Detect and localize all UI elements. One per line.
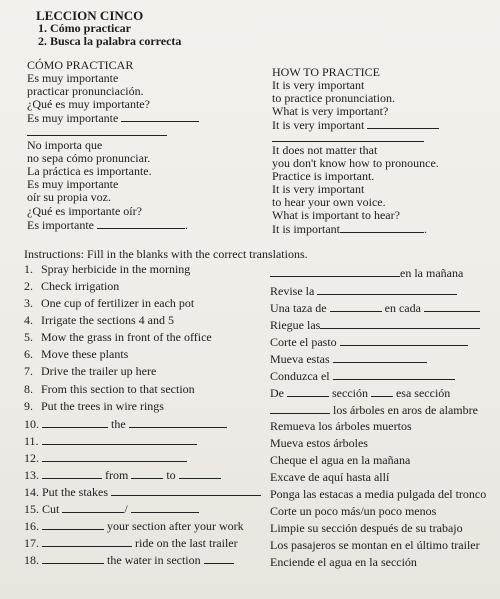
answer-blank[interactable] xyxy=(270,403,330,414)
english-line: It is important . xyxy=(272,222,427,236)
answer-blank[interactable] xyxy=(424,301,480,312)
english-line: It is very important xyxy=(272,182,365,196)
spanish-line: ¿Qué es muy importante? xyxy=(27,97,150,111)
header-item-1: 1. Cómo practicar xyxy=(38,21,131,35)
exercise-spanish: Revise la xyxy=(270,284,457,298)
exercise-english: 2. Check irrigation xyxy=(24,279,120,293)
answer-blank[interactable] xyxy=(42,451,187,462)
english-line: It is very important xyxy=(272,118,439,132)
english-line: What is very important? xyxy=(272,104,389,118)
exercise-english: 14. Put the stakes xyxy=(24,485,261,499)
answer-blank[interactable] xyxy=(42,434,197,445)
answer-blank[interactable] xyxy=(371,386,393,397)
answer-blank[interactable] xyxy=(317,284,457,295)
answer-blank[interactable] xyxy=(121,111,199,122)
spanish-line: No importa que xyxy=(27,138,103,152)
exercise-english: 18. the water in section xyxy=(24,553,234,567)
exercise-spanish: Corte un poco más/un poco menos xyxy=(270,504,437,518)
exercise-spanish: en la mañana xyxy=(270,266,463,280)
exercise-english: 6. Move these plants xyxy=(24,347,129,361)
english-line: It is very important xyxy=(272,78,365,92)
header-item-2: 2. Busca la palabra correcta xyxy=(38,34,182,48)
exercise-english: 9. Put the trees in wire rings xyxy=(24,399,164,413)
answer-blank[interactable] xyxy=(179,468,221,479)
exercise-spanish: Enciende el agua en la sección xyxy=(270,555,417,569)
exercise-spanish: Ponga las estacas a media pulgada del tronco xyxy=(270,487,487,501)
answer-blank[interactable] xyxy=(333,369,455,380)
exercise-english: 7. Drive the trailer up here xyxy=(24,364,157,378)
exercise-english: 1. Spray herbicide in the morning xyxy=(24,262,191,276)
exercise-spanish: Mueva estas xyxy=(270,352,427,366)
spanish-line: no sepa cómo pronunciar. xyxy=(27,151,151,165)
answer-blank[interactable] xyxy=(340,222,424,233)
answer-blank[interactable] xyxy=(97,218,185,229)
exercise-spanish: Los pasajeros se montan en el último trailer xyxy=(270,538,480,552)
answer-blank[interactable] xyxy=(131,502,199,513)
exercise-spanish: Limpie su sección después de su trabajo xyxy=(270,521,463,535)
exercise-spanish: Excave de aquí hasta allí xyxy=(270,470,390,484)
english-line: you don't know how to pronounce. xyxy=(272,156,439,170)
exercise-english: 13. from to xyxy=(24,468,221,482)
spanish-line: Es importante . xyxy=(27,218,188,232)
answer-blank[interactable] xyxy=(330,301,382,312)
spanish-line: ¿Qué es importante oír? xyxy=(27,204,142,218)
spanish-line: oír su propia voz. xyxy=(27,190,111,204)
answer-blank[interactable] xyxy=(320,318,480,329)
answer-blank[interactable] xyxy=(129,417,227,428)
english-heading: HOW TO PRACTICE xyxy=(272,65,381,79)
answer-blank-line[interactable] xyxy=(272,141,424,142)
exercise-spanish: Mueva estos árboles xyxy=(270,436,368,450)
answer-blank[interactable] xyxy=(287,386,329,397)
spanish-line: La práctica es importante. xyxy=(27,164,152,178)
answer-blank[interactable] xyxy=(367,118,439,129)
exercise-spanish: Corte el pasto xyxy=(270,335,468,349)
exercise-spanish: Una taza de en cada xyxy=(270,301,480,315)
answer-blank[interactable] xyxy=(270,266,400,277)
exercise-english: 10. the xyxy=(24,417,227,431)
english-line: What is important to hear? xyxy=(272,208,400,222)
exercise-spanish: Riegue las xyxy=(270,318,480,332)
spanish-line: Es muy importante xyxy=(27,71,119,85)
english-line: to practice pronunciation. xyxy=(272,91,395,105)
exercise-english: 5. Mow the grass in front of the office xyxy=(24,330,212,344)
answer-blank[interactable] xyxy=(42,417,108,428)
spanish-heading: CÓMO PRACTICAR xyxy=(27,58,134,72)
lesson-title: LECCION CINCO xyxy=(36,8,144,23)
answer-blank[interactable] xyxy=(62,502,124,513)
answer-blank[interactable] xyxy=(111,485,261,496)
english-line: It does not matter that xyxy=(272,143,378,157)
english-line: to hear your own voice. xyxy=(272,195,386,209)
instructions: Instructions: Fill in the blanks with the correct translations. xyxy=(24,247,308,261)
exercise-spanish: Conduzca el xyxy=(270,369,455,383)
answer-blank[interactable] xyxy=(42,519,104,530)
exercise-english: 8. From this section to that section xyxy=(24,382,195,396)
answer-blank-line[interactable] xyxy=(27,135,167,136)
answer-blank[interactable] xyxy=(333,352,427,363)
english-line: Practice is important. xyxy=(272,169,375,183)
exercise-spanish: Remueva los árboles muertos xyxy=(270,419,412,433)
answer-blank[interactable] xyxy=(204,553,234,564)
exercise-english: 3. One cup of fertilizer in each pot xyxy=(24,296,195,310)
exercise-english: 15. Cut / xyxy=(24,502,199,516)
exercise-english: 11. xyxy=(24,434,197,448)
exercise-english: 16. your section after your work xyxy=(24,519,244,533)
exercise-spanish: De sección esa sección xyxy=(270,386,451,400)
answer-blank[interactable] xyxy=(42,536,132,547)
spanish-line: practicar pronunciación. xyxy=(27,84,144,98)
answer-blank[interactable] xyxy=(42,553,104,564)
answer-blank[interactable] xyxy=(42,468,102,479)
exercise-english: 12. xyxy=(24,451,187,465)
exercise-english: 4. Irrigate the sections 4 and 5 xyxy=(24,313,174,327)
answer-blank[interactable] xyxy=(340,335,468,346)
spanish-line: Es muy importante xyxy=(27,177,119,191)
exercise-english: 17. ride on the last trailer xyxy=(24,536,238,550)
spanish-line: Es muy importante xyxy=(27,111,199,125)
exercise-spanish: los árboles en aros de alambre xyxy=(270,403,478,417)
answer-blank[interactable] xyxy=(131,468,163,479)
exercise-spanish: Cheque el agua en la mañana xyxy=(270,453,411,467)
